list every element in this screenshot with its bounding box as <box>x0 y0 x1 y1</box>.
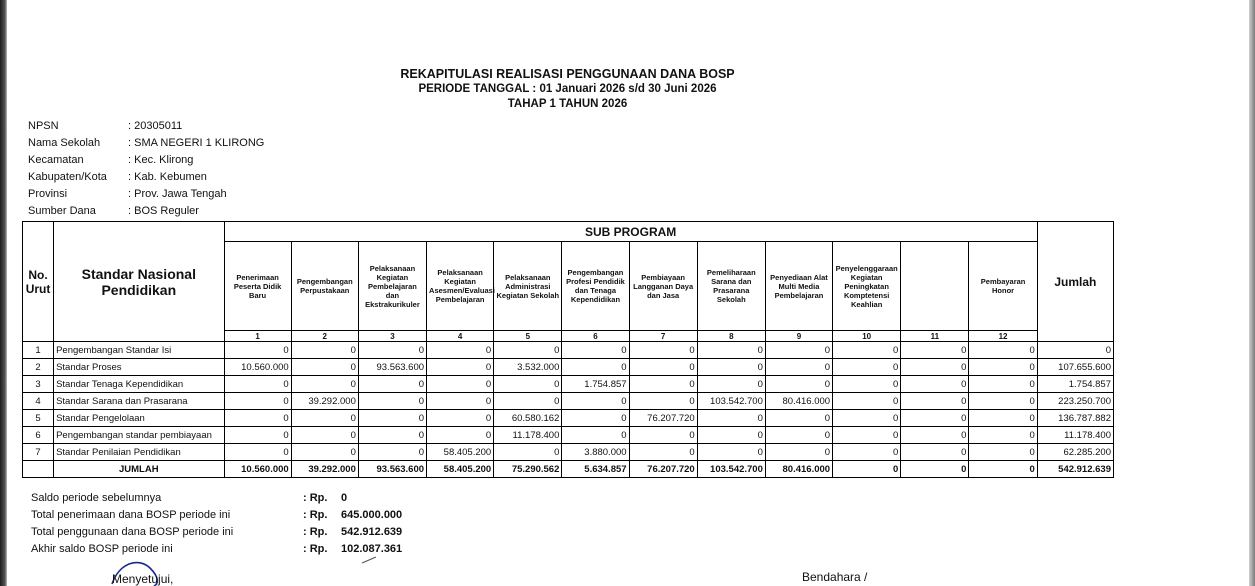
total-value: 80.416.000 <box>765 461 832 478</box>
row-value: 0 <box>629 376 697 393</box>
row-value: 0 <box>765 427 832 444</box>
row-value: 0 <box>224 410 291 427</box>
sub-program-number: 9 <box>765 331 832 342</box>
row-standard-name: Standar Tenaga Kependidikan <box>54 376 224 393</box>
info-value: : 20305011 <box>128 120 183 132</box>
summary <box>31 490 402 558</box>
row-value: 0 <box>765 342 832 359</box>
school-info <box>28 118 264 220</box>
row-value: 0 <box>358 393 426 410</box>
row-number: 5 <box>23 410 54 427</box>
row-number: 4 <box>23 393 54 410</box>
sub-program-label: Pelaksanaan Administrasi Kegiatan Sekolah <box>494 242 562 331</box>
info-label: Kabupaten/Kota <box>28 171 107 183</box>
row-number: 1 <box>23 342 54 359</box>
row-value: 0 <box>358 342 426 359</box>
info-value: : Kab. Kebumen <box>128 171 207 183</box>
sub-program-number: 10 <box>833 331 901 342</box>
row-value: 0 <box>224 393 291 410</box>
sub-program-number: 5 <box>494 331 562 342</box>
row-total: 1.754.857 <box>1037 376 1113 393</box>
row-value: 0 <box>765 359 832 376</box>
summary-value: 645.000.000 <box>341 509 403 521</box>
row-value: 0 <box>291 359 358 376</box>
row-value: 0 <box>833 393 901 410</box>
row-value: 0 <box>629 359 697 376</box>
info-row <box>28 118 264 135</box>
sub-program-number: 3 <box>358 331 426 342</box>
treasurer-label: Bendahara / <box>802 570 868 584</box>
sub-program-label: Pembayaran Honor <box>969 242 1037 331</box>
row-value: 0 <box>224 342 291 359</box>
row-value: 0 <box>291 410 358 427</box>
row-value: 0 <box>562 410 629 427</box>
total-value: 75.290.562 <box>494 461 562 478</box>
sub-program-header: SUB PROGRAM <box>224 222 1037 242</box>
total-value: 0 <box>901 461 969 478</box>
sub-program-label: Penerimaan Peserta Didik Baru <box>224 242 291 331</box>
row-value: 0 <box>765 376 832 393</box>
row-value: 0 <box>291 444 358 461</box>
row-value: 0 <box>969 427 1037 444</box>
row-total: 0 <box>1037 342 1113 359</box>
table-row <box>23 376 1114 393</box>
row-value: 0 <box>291 427 358 444</box>
row-value: 0 <box>358 410 426 427</box>
info-row <box>28 203 264 220</box>
row-value: 0 <box>358 427 426 444</box>
row-value: 0 <box>969 393 1037 410</box>
row-value: 0 <box>833 427 901 444</box>
row-value: 0 <box>562 427 629 444</box>
total-value: 58.405.200 <box>427 461 494 478</box>
info-row <box>28 186 264 203</box>
row-value: 0 <box>427 359 494 376</box>
row-value: 0 <box>629 444 697 461</box>
row-number: 3 <box>23 376 54 393</box>
total-value: 5.634.857 <box>562 461 629 478</box>
summary-row <box>31 507 402 524</box>
row-value: 76.207.720 <box>629 410 697 427</box>
row-value: 0 <box>427 427 494 444</box>
pen-mark-icon <box>360 553 390 567</box>
row-value: 0 <box>224 444 291 461</box>
table-row <box>23 342 1114 359</box>
total-row-blank <box>23 461 54 478</box>
row-value: 103.542.700 <box>697 393 765 410</box>
row-value: 0 <box>697 342 765 359</box>
info-label: Provinsi <box>28 188 68 200</box>
total-value: 76.207.720 <box>629 461 697 478</box>
row-value: 0 <box>901 376 969 393</box>
row-value: 0 <box>629 342 697 359</box>
row-value: 0 <box>224 376 291 393</box>
row-value: 0 <box>697 359 765 376</box>
total-value: 39.292.000 <box>291 461 358 478</box>
info-row <box>28 135 264 152</box>
summary-currency: : Rp. <box>303 492 328 504</box>
row-value: 0 <box>765 410 832 427</box>
row-value: 0 <box>291 376 358 393</box>
sub-program-number: 4 <box>427 331 494 342</box>
sub-program-number: 11 <box>901 331 969 342</box>
row-value: 0 <box>969 376 1037 393</box>
sub-program-number: 7 <box>629 331 697 342</box>
total-value: 103.542.700 <box>697 461 765 478</box>
summary-value: 102.087.361 <box>341 543 403 555</box>
sub-program-label <box>901 242 969 331</box>
row-value: 0 <box>291 342 358 359</box>
info-value: : Kec. Klirong <box>128 154 194 166</box>
row-value: 0 <box>427 393 494 410</box>
summary-value: 0 <box>341 492 348 504</box>
sub-program-number: 6 <box>562 331 629 342</box>
summary-currency: : Rp. <box>303 509 328 521</box>
sub-program-label: Pembiayaan Langganan Daya dan Jasa <box>629 242 697 331</box>
row-value: 0 <box>765 444 832 461</box>
row-value: 0 <box>494 342 562 359</box>
row-value: 0 <box>969 342 1037 359</box>
row-total: 223.250.700 <box>1037 393 1113 410</box>
row-value: 0 <box>901 359 969 376</box>
row-standard-name: Standar Penilaian Pendidikan <box>54 444 224 461</box>
standard-header: Standar Nasional Pendidikan <box>54 222 224 342</box>
total-row <box>23 461 1114 478</box>
sub-program-number: 8 <box>697 331 765 342</box>
row-value: 1.754.857 <box>562 376 629 393</box>
table-row <box>23 359 1114 376</box>
row-value: 0 <box>969 410 1037 427</box>
row-total: 107.655.600 <box>1037 359 1113 376</box>
info-label: Kecamatan <box>28 154 84 166</box>
row-standard-name: Standar Proses <box>54 359 224 376</box>
sub-program-label: Penyelenggaraan Kegiatan Peningkatan Komptetensi Keahlian <box>833 242 901 331</box>
summary-label: Akhir saldo BOSP periode ini <box>31 543 173 555</box>
row-value: 3.532.000 <box>494 359 562 376</box>
row-value: 10.560.000 <box>224 359 291 376</box>
info-value: : Prov. Jawa Tengah <box>128 188 227 200</box>
table-row <box>23 393 1114 410</box>
row-value: 0 <box>833 444 901 461</box>
row-value: 0 <box>224 427 291 444</box>
row-total: 11.178.400 <box>1037 427 1113 444</box>
total-value: 93.563.600 <box>358 461 426 478</box>
summary-row <box>31 524 402 541</box>
row-value: 0 <box>833 376 901 393</box>
summary-label: Total penerimaan dana BOSP periode ini <box>31 509 231 521</box>
report-title: REKAPITULASI REALISASI PENGGUNAAN DANA BOSP <box>400 67 735 81</box>
row-value: 0 <box>427 410 494 427</box>
info-value: : SMA NEGERI 1 KLIRONG <box>128 137 265 149</box>
row-standard-name: Pengembangan Standar Isi <box>54 342 224 359</box>
row-number: 2 <box>23 359 54 376</box>
row-value: 0 <box>629 427 697 444</box>
total-header: Jumlah <box>1037 222 1113 342</box>
report-stage: TAHAP 1 TAHUN 2026 <box>507 98 628 110</box>
info-label: Nama Sekolah <box>28 137 101 149</box>
row-value: 0 <box>901 393 969 410</box>
total-label: JUMLAH <box>54 461 224 478</box>
sub-program-number: 12 <box>969 331 1037 342</box>
summary-currency: : Rp. <box>303 526 328 538</box>
summary-row <box>31 541 402 558</box>
row-value: 11.178.400 <box>494 427 562 444</box>
row-value: 80.416.000 <box>765 393 832 410</box>
summary-value: 542.912.639 <box>341 526 403 538</box>
info-row <box>28 169 264 186</box>
row-value: 0 <box>969 444 1037 461</box>
sub-program-label: Pengembangan Profesi Pendidik dan Tenaga Kependidikan <box>562 242 629 331</box>
table-body <box>23 342 1114 478</box>
row-standard-name: Pengembangan standar pembiayaan <box>54 427 224 444</box>
viewer-right-edge <box>1249 0 1255 586</box>
summary-label: Total penggunaan dana BOSP periode ini <box>31 526 234 538</box>
row-value: 0 <box>562 393 629 410</box>
row-total: 62.285.200 <box>1037 444 1113 461</box>
table-row <box>23 444 1114 461</box>
row-total: 136.787.882 <box>1037 410 1113 427</box>
info-label: Sumber Dana <box>28 205 96 217</box>
summary-row <box>31 490 402 507</box>
row-value: 0 <box>697 410 765 427</box>
report-period: PERIODE TANGGAL : 01 Januari 2026 s/d 30 Juni 2026 <box>418 83 717 95</box>
row-value: 0 <box>833 342 901 359</box>
row-value: 0 <box>629 393 697 410</box>
row-value: 0 <box>427 342 494 359</box>
row-value: 0 <box>697 376 765 393</box>
sub-program-label: Penyediaan Alat Multi Media Pembelajaran <box>765 242 832 331</box>
row-value: 0 <box>901 342 969 359</box>
row-value: 0 <box>697 444 765 461</box>
row-value: 58.405.200 <box>427 444 494 461</box>
sub-program-label: Pelaksanaan Kegiatan Asesmen/Evaluasi Pembelajaran <box>427 242 494 331</box>
table-row <box>23 410 1114 427</box>
row-value: 93.563.600 <box>358 359 426 376</box>
row-value: 0 <box>562 359 629 376</box>
sub-program-number: 2 <box>291 331 358 342</box>
sub-program-label: Pengembangan Perpustakaan <box>291 242 358 331</box>
info-label: NPSN <box>28 120 59 132</box>
row-standard-name: Standar Sarana dan Prasarana <box>54 393 224 410</box>
row-number: 6 <box>23 427 54 444</box>
no-header: No. Urut <box>23 222 54 342</box>
summary-label: Saldo periode sebelumnya <box>31 492 162 504</box>
row-number: 7 <box>23 444 54 461</box>
row-value: 3.880.000 <box>562 444 629 461</box>
row-value: 0 <box>494 393 562 410</box>
row-value: 0 <box>494 444 562 461</box>
row-value: 0 <box>494 376 562 393</box>
row-value: 0 <box>833 410 901 427</box>
table-row <box>23 427 1114 444</box>
row-value: 0 <box>969 359 1037 376</box>
row-value: 0 <box>562 342 629 359</box>
row-value: 0 <box>358 444 426 461</box>
row-standard-name: Standar Pengelolaan <box>54 410 224 427</box>
row-value: 0 <box>358 376 426 393</box>
info-value: : BOS Reguler <box>128 205 199 217</box>
sub-program-label: Pemeliharaan Sarana dan Prasarana Sekolah <box>697 242 765 331</box>
info-row <box>28 152 264 169</box>
summary-currency: : Rp. <box>303 543 328 555</box>
row-value: 0 <box>427 376 494 393</box>
total-value: 0 <box>833 461 901 478</box>
sub-program-number: 1 <box>224 331 291 342</box>
total-value: 0 <box>969 461 1037 478</box>
row-value: 39.292.000 <box>291 393 358 410</box>
grand-total: 542.912.639 <box>1037 461 1113 478</box>
row-value: 0 <box>901 427 969 444</box>
row-value: 0 <box>901 444 969 461</box>
sub-program-label: Pelaksanaan Kegiatan Pembelajaran dan Ekstrakurikuler <box>358 242 426 331</box>
total-value: 10.560.000 <box>224 461 291 478</box>
recap-table <box>22 221 1114 478</box>
row-value: 0 <box>833 359 901 376</box>
row-value: 0 <box>901 410 969 427</box>
row-value: 60.580.162 <box>494 410 562 427</box>
row-value: 0 <box>697 427 765 444</box>
approval-label: Menyetujui, <box>112 572 174 586</box>
